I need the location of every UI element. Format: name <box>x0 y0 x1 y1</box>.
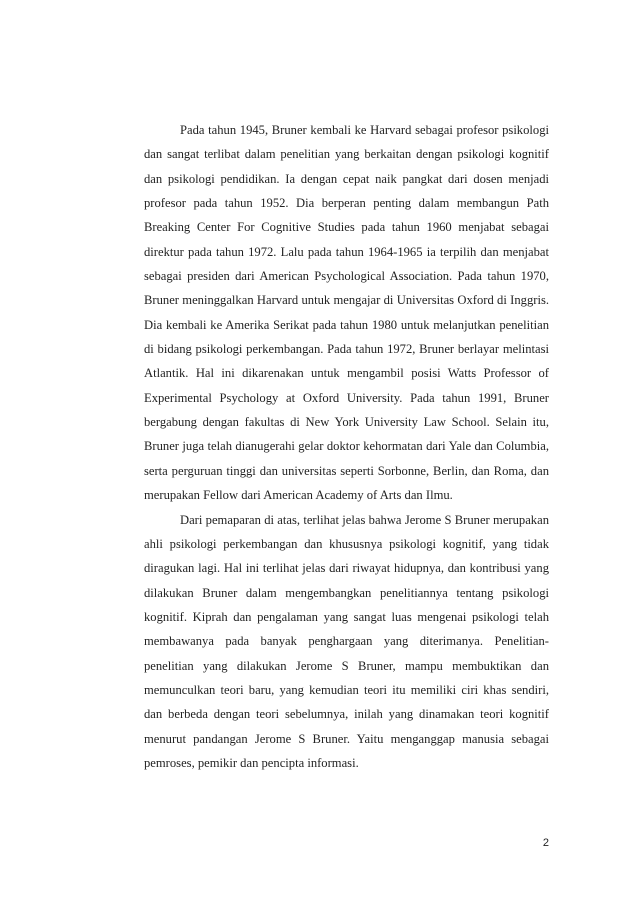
paragraph-conclusion: Dari pemaparan di atas, terlihat jelas bahwa Jerome S Bruner merupakan ahli psikologi perkembangan dan khususnya psikologi kognitif, yang tidak diragukan lagi. Hal ini terlihat jelas dari riwayat hidupnya, dan kontribusi yang dilakukan Bruner dalam mengembangkan penelitiannya tentang psikologi kognitif. Kiprah dan pengalaman yang sangat luas mengenai psikologi telah membawanya pada banyak penghargaan yang diterimanya. Penelitian-penelitian yang dilakukan Jerome S Bruner, mampu membuktikan dan memunculkan teori baru, yang kemudian teori itu memiliki ciri khas sendiri, dan berbeda dengan teori sebelumnya, inilah yang dinamakan teori kognitif menurut pandangan Jerome S Bruner. Yaitu menganggap manusia sebagai pemroses, pemikir dan pencipta informasi. <box>144 512 549 770</box>
body-text <box>144 118 549 775</box>
page-number: 2 <box>542 837 549 849</box>
paragraph-bruner-career: Pada tahun 1945, Bruner kembali ke Harvard sebagai profesor psikologi dan sangat terlibat dalam penelitian yang berkaitan dengan psikologi kognitif dan psikologi pendidikan. Ia dengan cepat naik pangkat dari dosen menjadi profesor pada tahun 1952. Dia berperan penting dalam membangun Path Breaking Center For Cognitive Studies pada tahun 1960 menjabat sebagai direktur pada tahun 1972. Lalu pada tahun 1964-1965 ia terpilih dan menjabat sebagai presiden dari American Psychological Association. Pada tahun 1970, Bruner meninggalkan Harvard untuk mengajar di Universitas Oxford di Inggris. Dia kembali ke Amerika Serikat pada tahun 1980 untuk melanjutkan penelitian di bidang psikologi perkembangan. Pada tahun 1972, Bruner berlayar melintasi Atlantik. Hal ini dikarenakan untuk mengambil posisi Watts Professor of Experimental Psychology at Oxford University. Pada tahun 1991, Bruner bergabung dengan fakultas di New York University Law School. Selain itu, Bruner juga telah dianugerahi gelar doktor kehormatan dari Yale dan Columbia, serta perguruan tinggi dan universitas seperti Sorbonne, Berlin, dan Roma, dan merupakan Fellow dari American Academy of Arts dan Ilmu. <box>144 123 549 503</box>
